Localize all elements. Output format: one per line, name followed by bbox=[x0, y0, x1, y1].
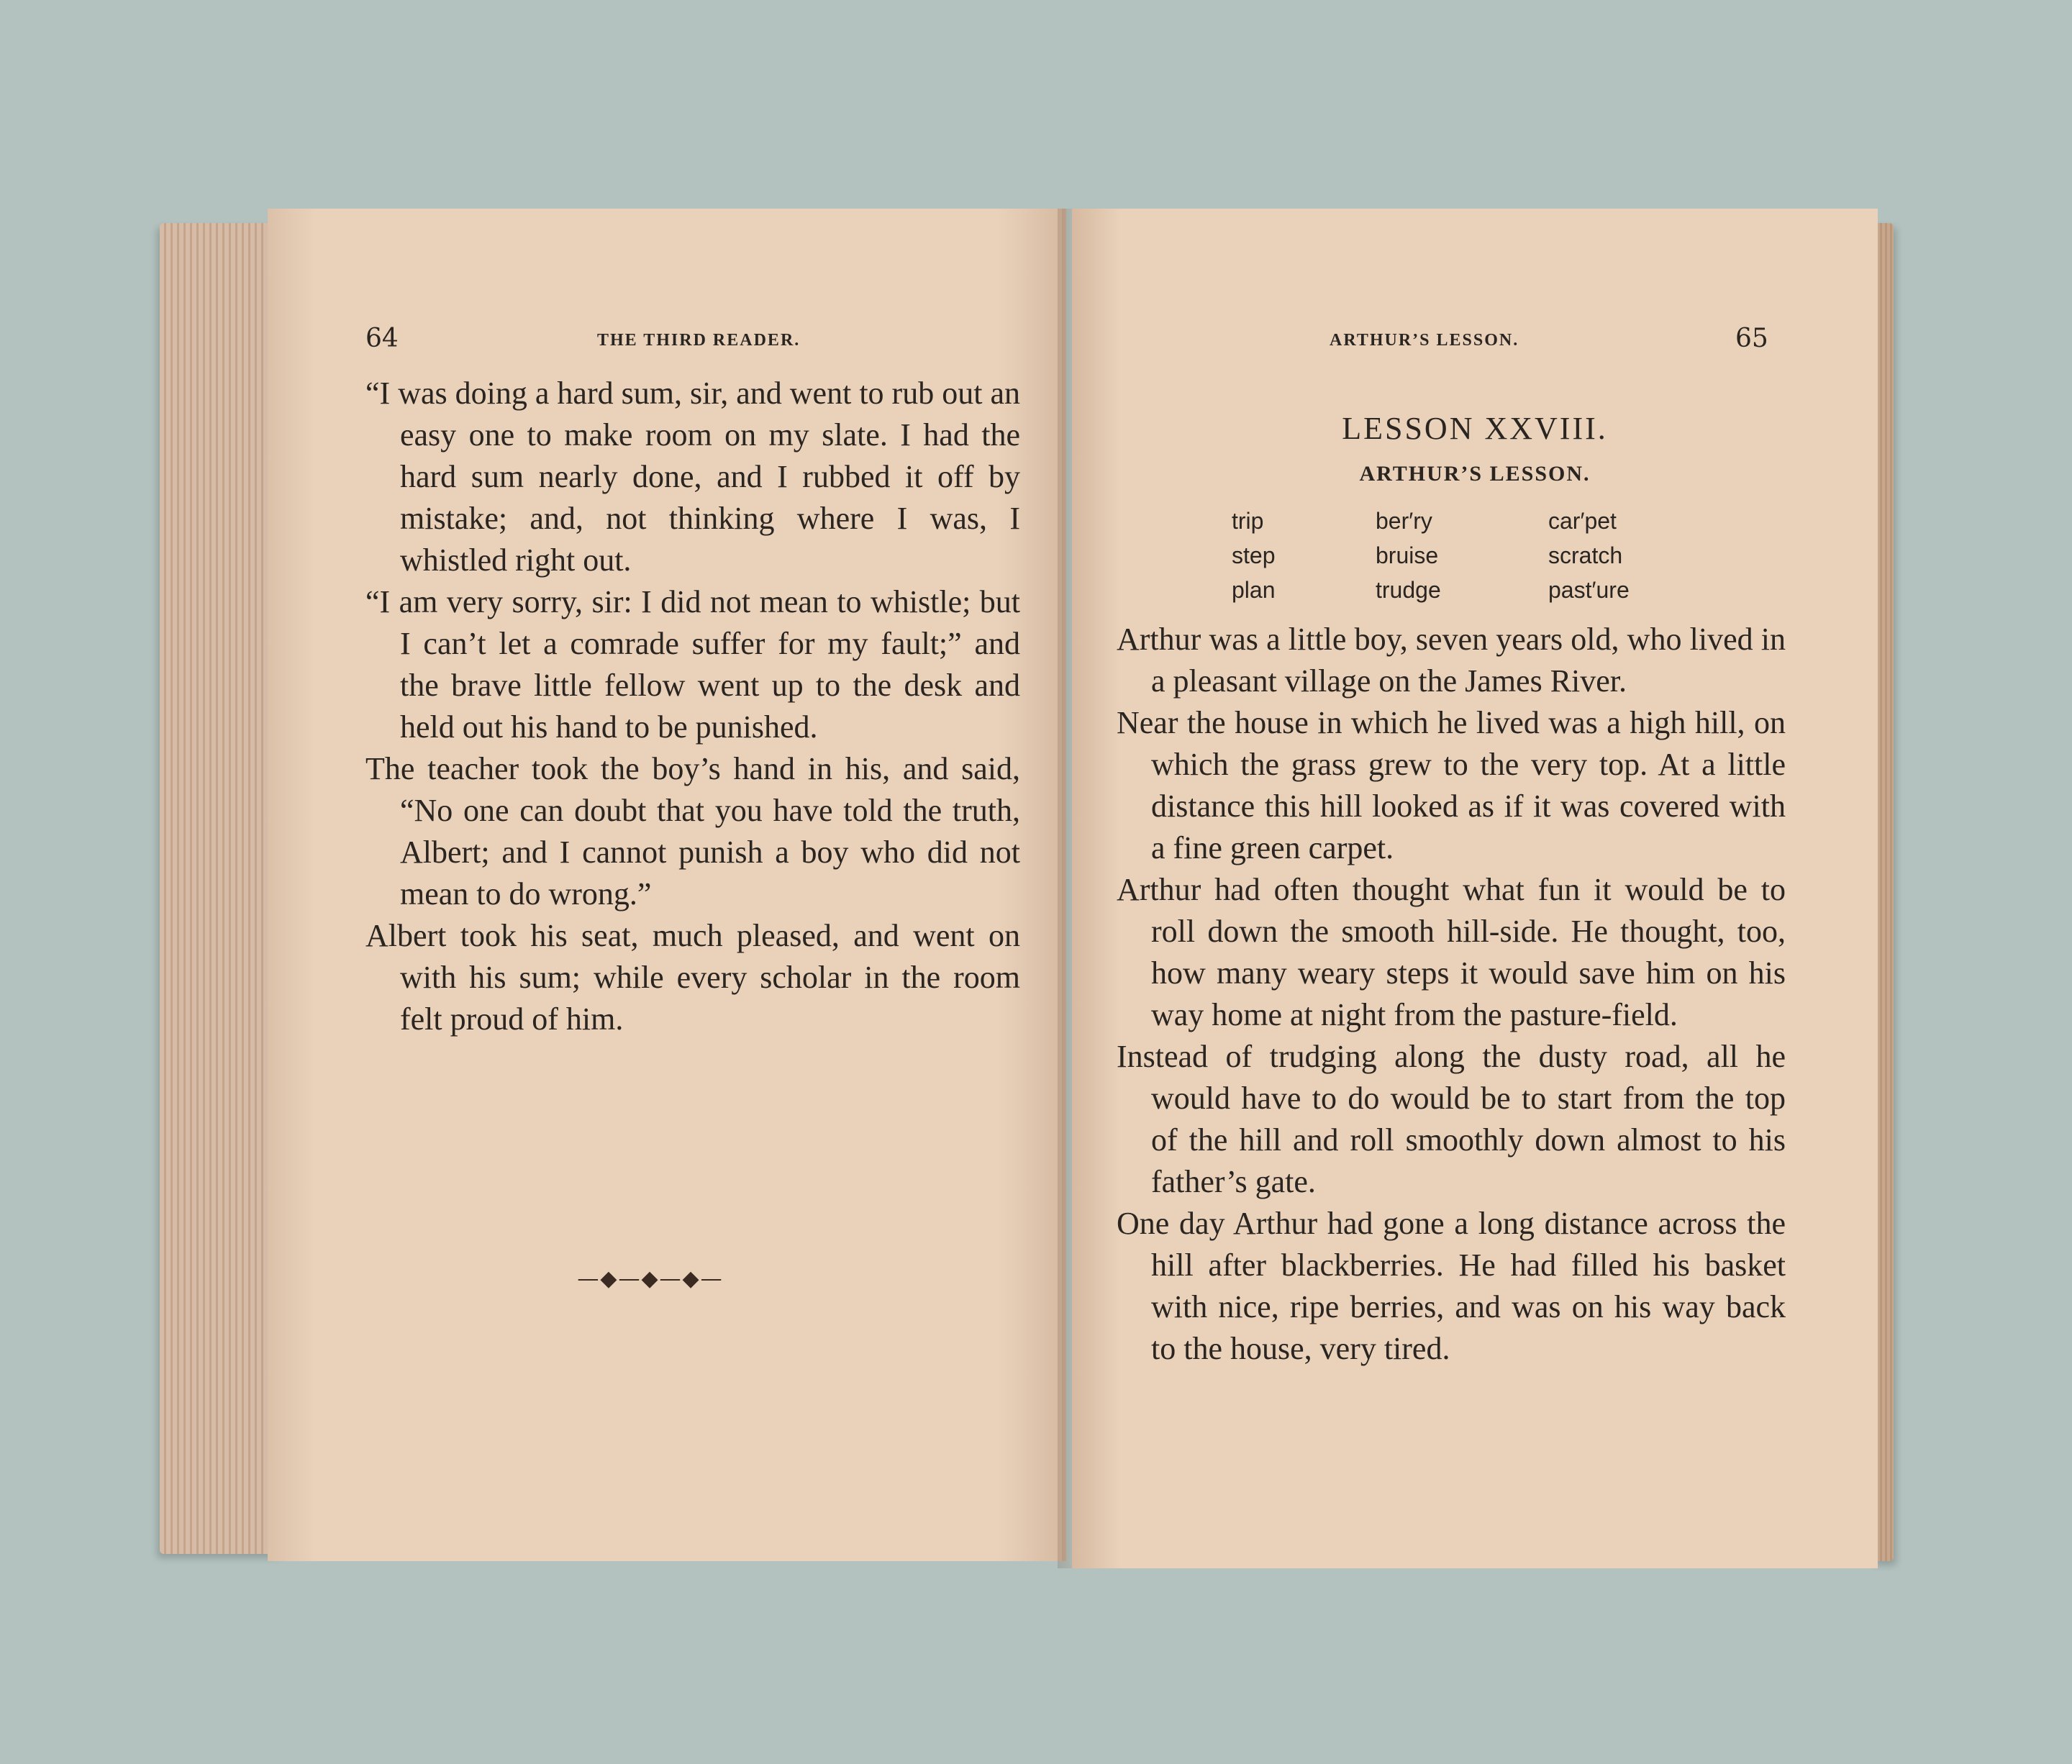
vocabulary-list bbox=[1232, 505, 1678, 606]
left-running-head bbox=[268, 324, 1062, 367]
right-text-block bbox=[1117, 619, 1786, 1370]
page-edges-left bbox=[160, 223, 282, 1554]
lesson-title: LESSON XXVIII. bbox=[1342, 411, 1608, 446]
paragraph: Arthur had often thought what fun it would be to roll down the smooth hill-side. He thought, too, how many weary steps it would save him on his way home at night from the pasture-field. bbox=[1117, 872, 1786, 1032]
right-page bbox=[1072, 209, 1878, 1568]
open-book bbox=[160, 209, 1894, 1576]
paragraph: “I am very sorry, sir: I did not mean to whistle; but I can’t let a comrade suffer for my fault;” and the brave little fellow went up to the desk and held out his hand to be punished. bbox=[365, 584, 1020, 745]
right-running-head bbox=[1072, 324, 1878, 367]
right-running-title: ARTHUR’S LESSON. bbox=[1330, 331, 1519, 350]
paragraph: Arthur was a little boy, seven years old, who lived in a pleasant village on the James River. bbox=[1117, 622, 1786, 699]
vocab-word: scratch bbox=[1548, 542, 1623, 568]
vocab-word: car′pet bbox=[1548, 508, 1617, 534]
vocab-word: bruise bbox=[1376, 542, 1439, 568]
paragraph: The teacher took the boy’s hand in his, and said, “No one can doubt that you have told the truth, Albert; and I cannot punish a boy who did not mean to do wrong.” bbox=[365, 751, 1020, 911]
vocab-word: trudge bbox=[1376, 577, 1441, 603]
left-page bbox=[268, 209, 1066, 1561]
left-text-block bbox=[365, 373, 1020, 1040]
vocab-word: trip bbox=[1232, 508, 1264, 534]
lesson-subtitle: ARTHUR’S LESSON. bbox=[1359, 462, 1591, 486]
left-page-number: 64 bbox=[365, 324, 399, 353]
paragraph: Near the house in which he lived was a high hill, on which the grass grew to the very top. At a little distance this hill looked as if it was covered with a fine green carpet. bbox=[1117, 705, 1786, 865]
paragraph: “I was doing a hard sum, sir, and went to rub out an easy one to make room on my slate. I had the hard sum nearly done, and I rubbed it off by mistake; and, not thinking where I was, I whistled right out. bbox=[365, 376, 1020, 578]
paragraph: One day Arthur had gone a long distance across the hill after blackberries. He had filled his basket with nice, ripe berries, and was on his way back to the house, very tired. bbox=[1117, 1206, 1786, 1366]
paragraph: Instead of trudging along the dusty road, all he would have to do would be to start from the top of the hill and roll smoothly down almost to his father’s gate. bbox=[1117, 1039, 1786, 1199]
paragraph: Albert took his seat, much pleased, and went on with his sum; while every scholar in the room felt proud of him. bbox=[365, 918, 1020, 1037]
left-running-title: THE THIRD READER. bbox=[597, 331, 801, 350]
vocab-word: step bbox=[1232, 542, 1276, 568]
vocab-word: plan bbox=[1232, 577, 1276, 603]
vocab-word: ber′ry bbox=[1376, 508, 1432, 534]
right-page-number: 65 bbox=[1735, 324, 1768, 353]
vocab-word: past′ure bbox=[1548, 577, 1630, 603]
section-ornament: —◆—◆—◆— bbox=[577, 1266, 724, 1291]
